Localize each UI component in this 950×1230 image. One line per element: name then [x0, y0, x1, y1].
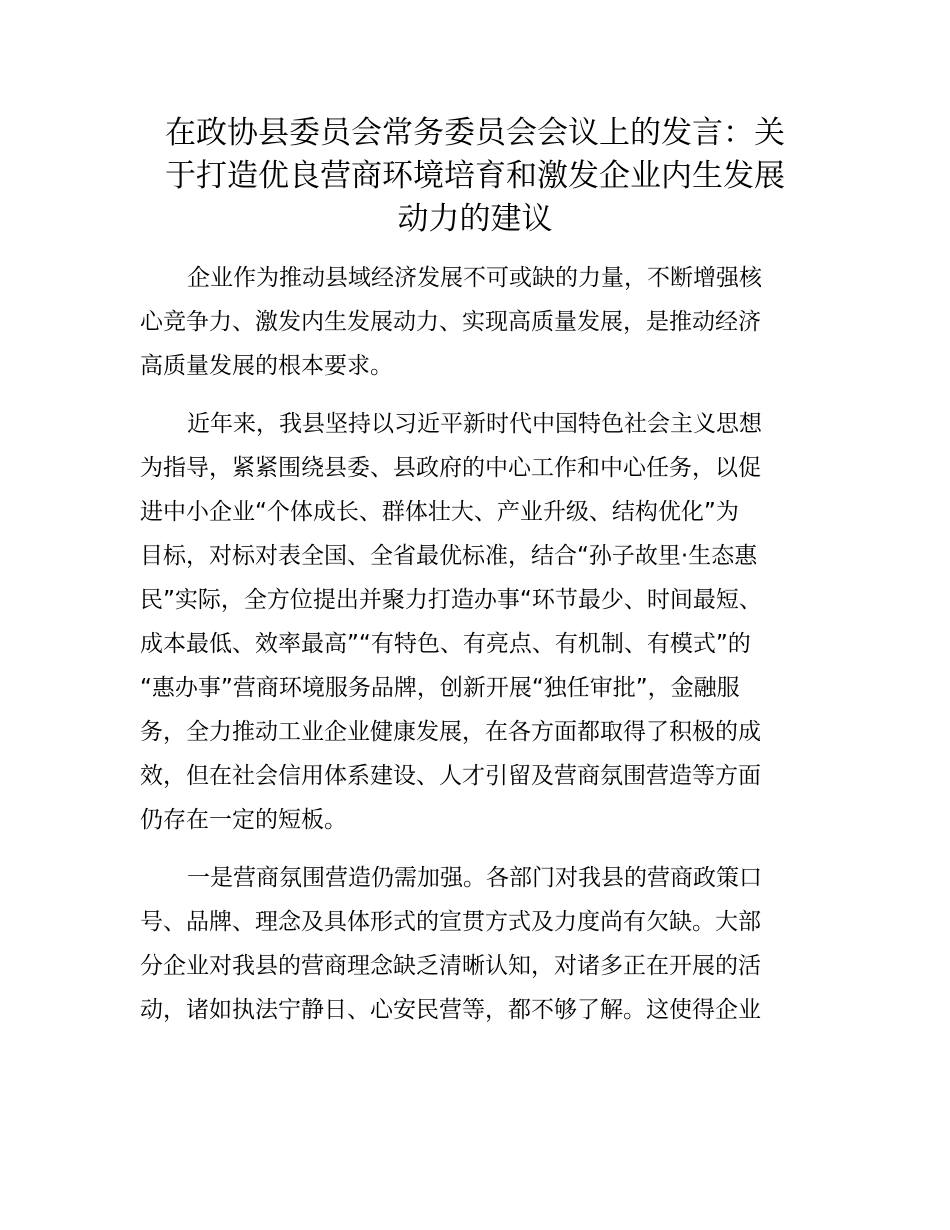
text-line: 分企业对我县的营商理念缺乏清晰认知，对诸多正在开展的活	[140, 953, 761, 979]
text-line: 心竞争力、激发内生发展动力、实现高质量发展，是推动经济	[140, 309, 761, 335]
title-line: 动力的建议	[397, 201, 553, 237]
text-line: 一是营商氛围营造仍需加强。各部门对我县的营商政策口	[187, 865, 762, 891]
text-line: 进中小企业“个体成长、群体壮大、产业升级、结构优化”为	[140, 499, 739, 525]
text-line: 仍存在一定的短板。	[140, 807, 347, 833]
text-line: 号、品牌、理念及具体形式的宣贯方式及力度尚有欠缺。大部	[140, 909, 761, 935]
title-line: 于打造优良营商环境培育和激发企业内生发展	[165, 158, 785, 194]
paragraph-issue-one	[140, 856, 830, 1032]
text-line: 动，诸如执法宁静日、心安民营等，都不够了解。这使得企业	[140, 997, 761, 1023]
document-title	[140, 112, 810, 241]
paragraph-intro	[140, 256, 830, 388]
text-line: 目标，对标对表全国、全省最优标准，结合“孙子故里·生态惠	[140, 543, 758, 569]
text-line: 企业作为推动县域经济发展不可或缺的力量，不断增强核	[187, 265, 762, 291]
paragraph-background	[140, 402, 830, 842]
text-line: 为指导，紧紧围绕县委、县政府的中心工作和中心任务，以促	[140, 455, 761, 481]
text-line: 民”实际，全方位提出并聚力打造办事“环节最少、时间最短、	[140, 587, 762, 613]
title-line: 在政协县委员会常务委员会会议上的发言：关	[165, 115, 785, 151]
text-line: 成本最低、效率最高”“有特色、有亮点、有机制、有模式”的	[140, 631, 751, 657]
text-line: 高质量发展的根本要求。	[140, 353, 393, 379]
text-line: 效，但在社会信用体系建设、人才引留及营商氛围营造等方面	[140, 763, 761, 789]
document-body	[140, 256, 830, 1046]
text-line: “惠办事”营商环境服务品牌，创新开展“独任审批”，金融服	[140, 675, 740, 701]
text-line: 近年来，我县坚持以习近平新时代中国特色社会主义思想	[187, 411, 762, 437]
text-line: 务，全力推动工业企业健康发展，在各方面都取得了积极的成	[140, 719, 761, 745]
